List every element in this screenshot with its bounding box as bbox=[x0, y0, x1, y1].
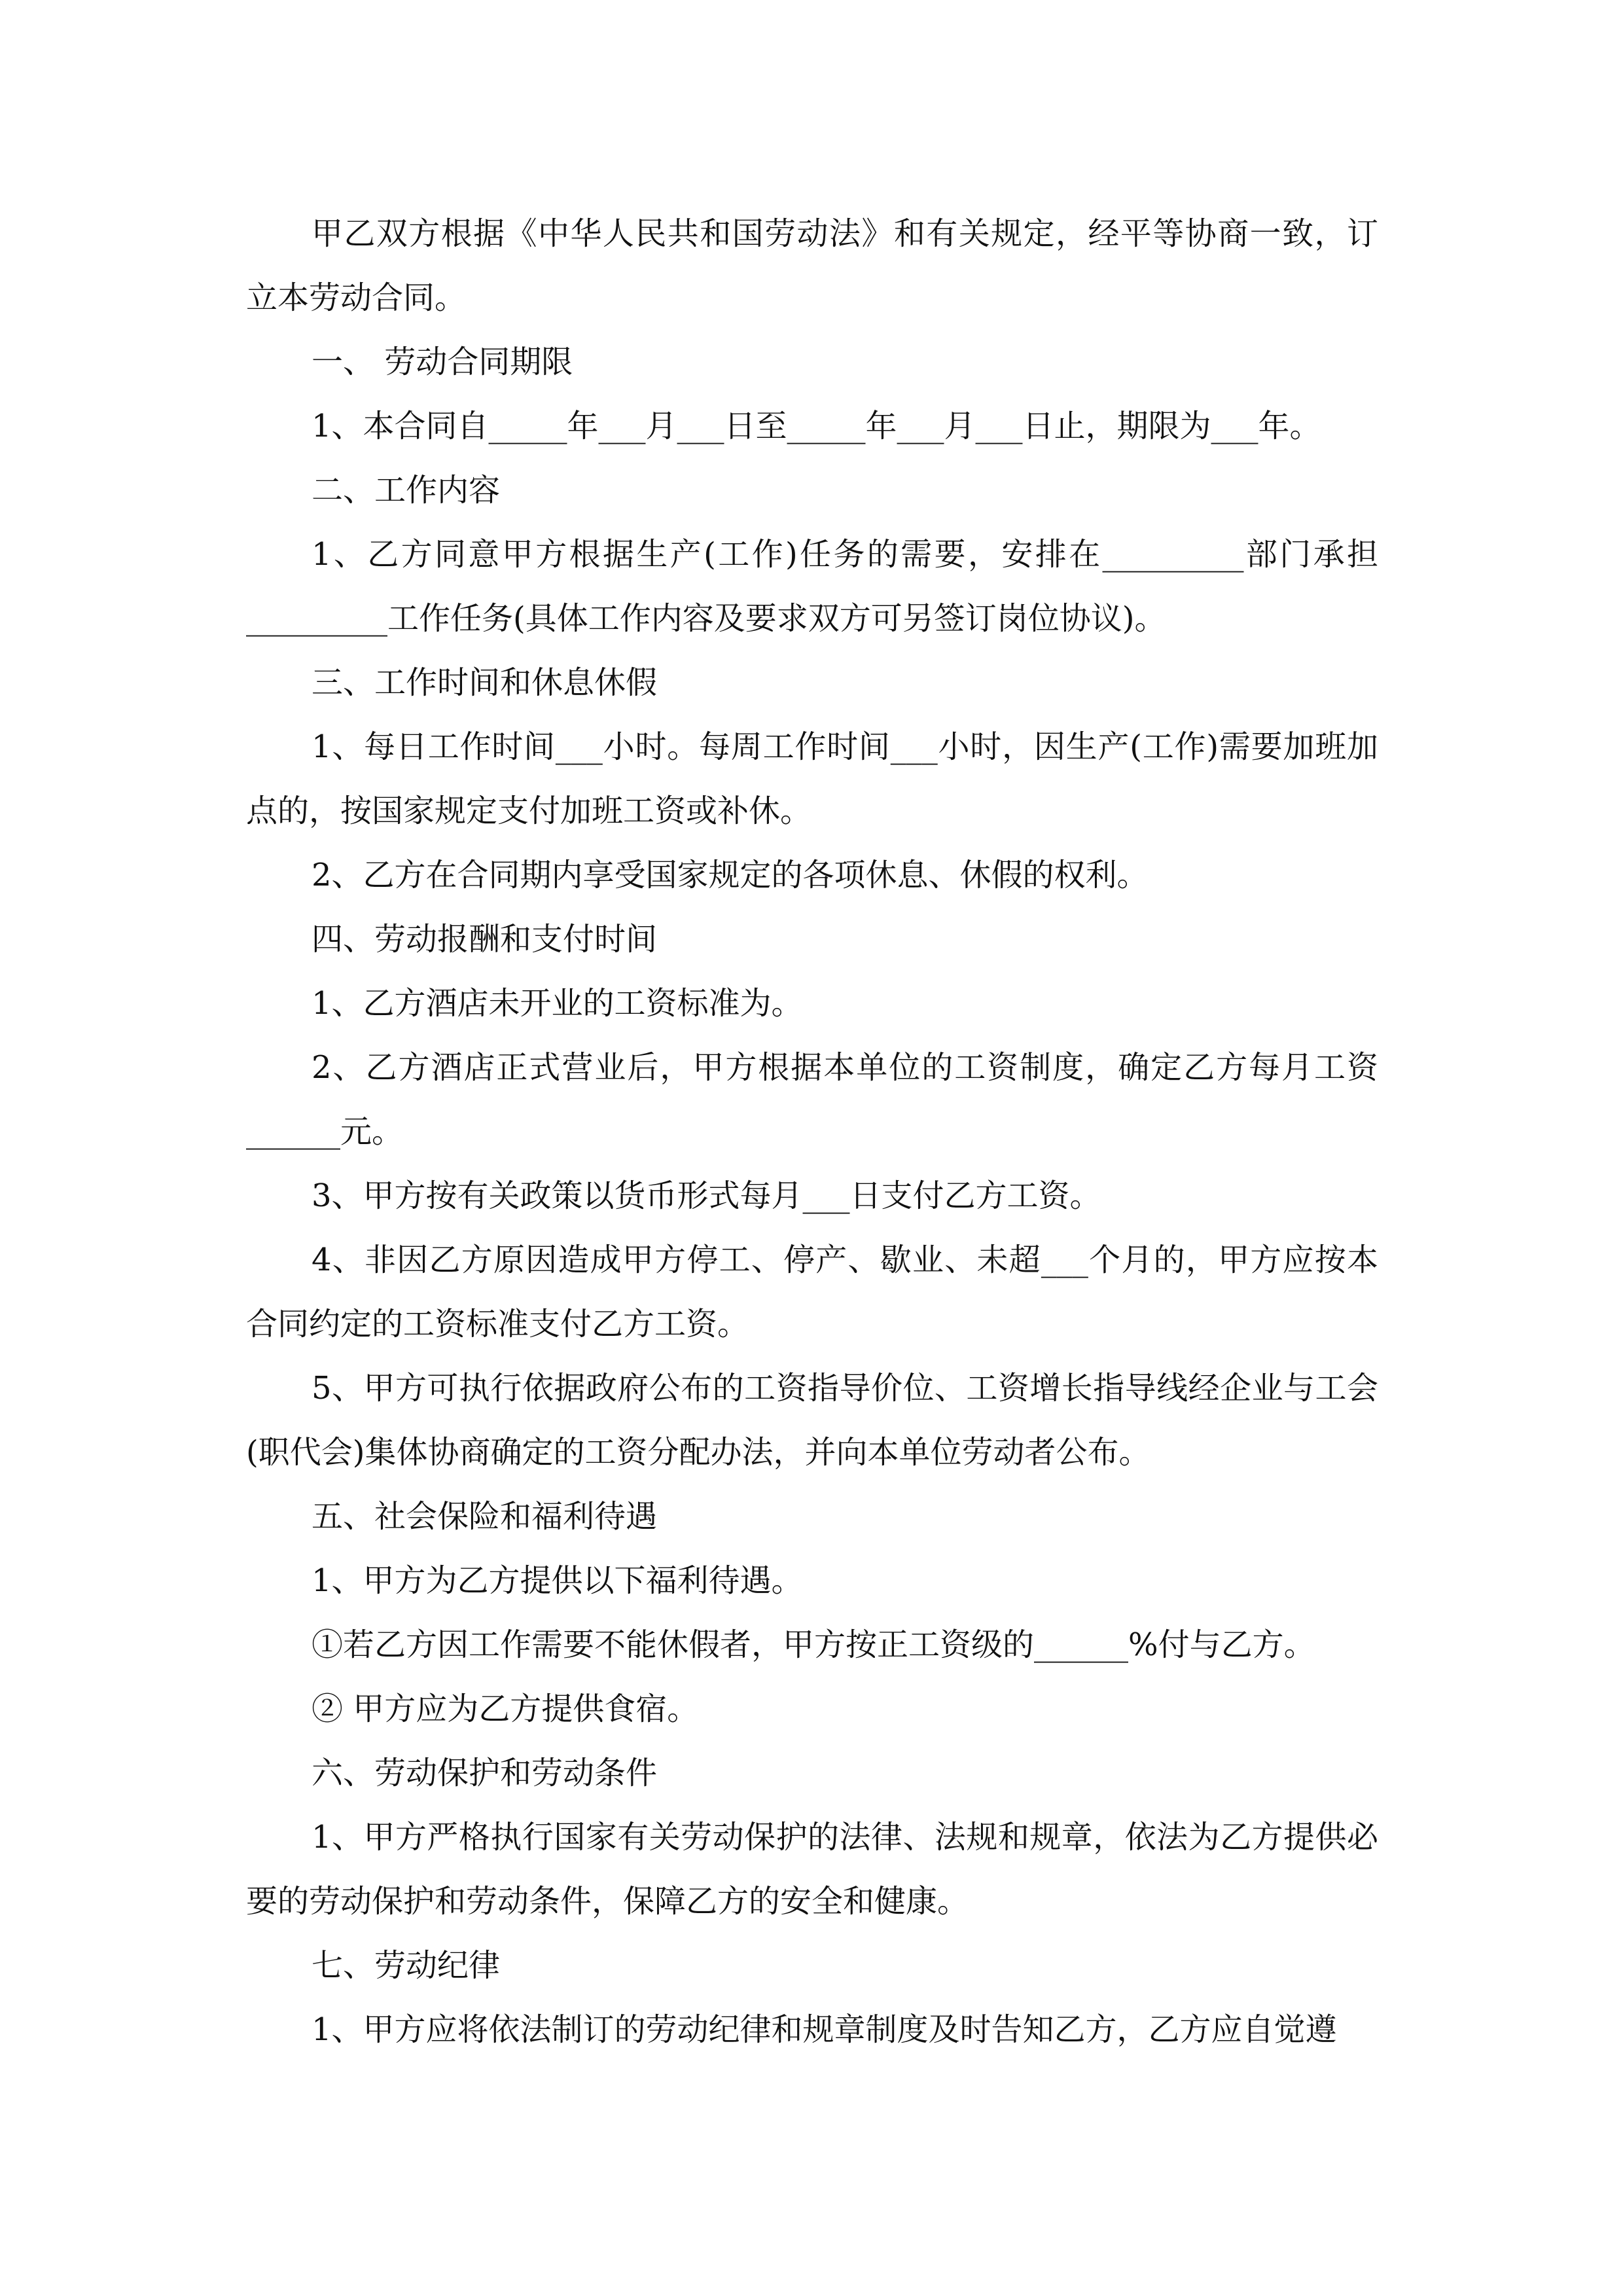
clause-monthly-wage: 2、乙方酒店正式营业后，甲方根据本单位的工资制度，确定乙方每月工资______元。 bbox=[246, 1049, 1378, 1150]
clause-pre-opening-wage: 1、乙方酒店未开业的工资标准为。 bbox=[312, 985, 803, 1022]
heading-work-hours: 三、工作时间和休息休假 bbox=[312, 664, 658, 701]
heading-social-insurance: 五、社会保险和福利待遇 bbox=[312, 1498, 658, 1535]
clause-protection: 1、甲方严格执行国家有关劳动保护的法律、法规和规章，依法为乙方提供必要的劳动保护和劳动条件，保障乙方的安全和健康。 bbox=[246, 1819, 1378, 1920]
heading-contract-term: 一、 劳动合同期限 bbox=[312, 344, 573, 380]
contract-body bbox=[246, 202, 1378, 2062]
clause-stoppage-wage: 4、非因乙方原因造成甲方停工、停产、歇业、未超___个月的，甲方应按本合同约定的工资标准支付乙方工资。 bbox=[246, 1242, 1378, 1342]
clause-discipline: 1、甲方应将依法制订的劳动纪律和规章制度及时告知乙方，乙方应自觉遵 bbox=[312, 2011, 1337, 2048]
heading-remuneration: 四、劳动报酬和支付时间 bbox=[312, 921, 658, 958]
heading-labor-protection: 六、劳动保护和劳动条件 bbox=[312, 1755, 658, 1791]
heading-labor-discipline: 七、劳动纪律 bbox=[312, 1947, 501, 1984]
clause-benefit-vacation: ①若乙方因工作需要不能休假者，甲方按正工资级的______%付与乙方。 bbox=[312, 1626, 1315, 1663]
clause-benefits: 1、甲方为乙方提供以下福利待遇。 bbox=[312, 1562, 803, 1599]
heading-work-content: 二、工作内容 bbox=[312, 472, 501, 509]
clause-work-assignment: 1、乙方同意甲方根据生产(工作)任务的需要，安排在_________部门承担_________工作任务(具体工作内容及要求双方可另签订岗位协议)。 bbox=[246, 536, 1378, 637]
clause-pay-day: 3、甲方按有关政策以货币形式每月___日支付乙方工资。 bbox=[312, 1177, 1101, 1214]
clause-rest-rights: 2、乙方在合同期内享受国家规定的各项休息、休假的权利。 bbox=[312, 857, 1149, 893]
paragraph-intro: 甲乙双方根据《中华人民共和国劳动法》和有关规定，经平等协商一致，订立本劳动合同。 bbox=[246, 215, 1378, 316]
clause-wage-policy: 5、甲方可执行依据政府公布的工资指导价位、工资增长指导线经企业与工会(职代会)集体协商确定的工资分配办法，并向本单位劳动者公布。 bbox=[246, 1370, 1378, 1471]
clause-daily-hours: 1、每日工作时间___小时。每周工作时间___小时，因生产(工作)需要加班加点的，按国家规定支付加班工资或补休。 bbox=[246, 728, 1378, 829]
clause-contract-period: 1、本合同自_____年___月___日至_____年___月___日止，期限为___年。 bbox=[312, 408, 1321, 444]
clause-benefit-lodging: ② 甲方应为乙方提供食宿。 bbox=[312, 1691, 699, 1727]
